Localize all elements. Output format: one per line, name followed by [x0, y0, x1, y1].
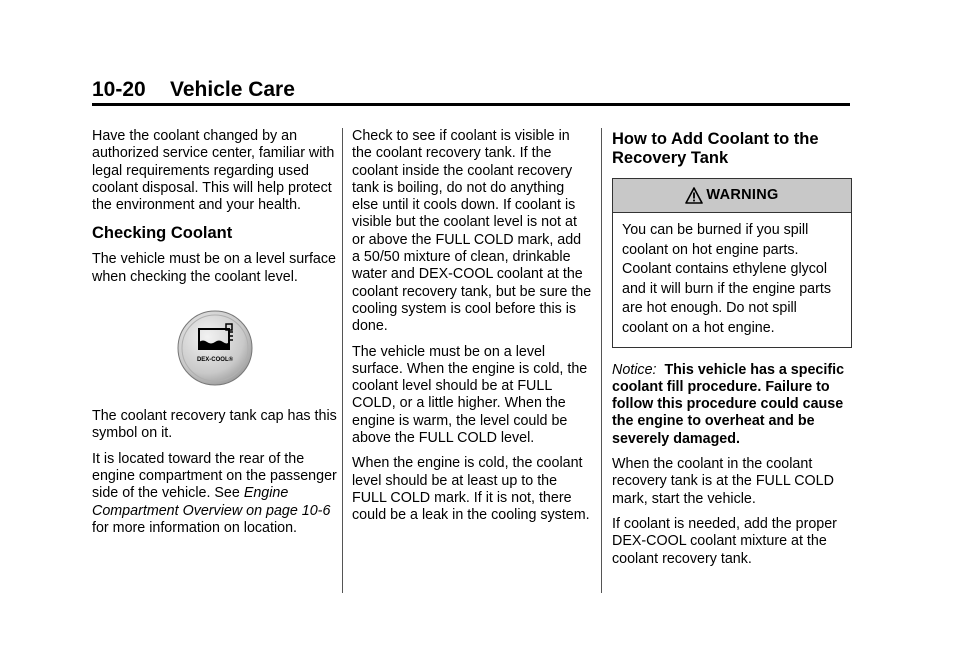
warning-box — [612, 178, 852, 348]
column-divider — [342, 128, 343, 593]
coolant-symbol-icon — [176, 309, 254, 387]
warning-header — [613, 179, 851, 213]
column-divider — [601, 128, 602, 593]
section-title: Vehicle Care — [170, 78, 295, 101]
notice-label: Notice: — [612, 361, 657, 378]
paragraph: Check to see if coolant is visible in the coolant recovery tank. If the coolant inside the coolant recovery tank is boiling, do not do anything else until it cools down. If coolant is visible but the coolant level is not at or above the FULL COLD mark, add a 50/50 mixture of clean, drinkable water and DEX-COOL coolant at the coolant recovery tank, but be sure the cooling system is cool before this is done. — [352, 128, 592, 335]
cross-reference-link[interactable]: Engine Compartment Overview on page 10-6 — [92, 485, 331, 519]
paragraph: The vehicle must be on a level surface when checking the coolant level. — [92, 251, 336, 285]
paragraph — [92, 451, 337, 537]
coolant-symbol-label: DEX-COOL® — [196, 357, 233, 364]
warning-text: You can be burned if you spill coolant on hot engine parts. Coolant contains ethylene glycol and it will burn if the engine parts are hot enough. Do not spill coolant on a hot engine. — [622, 222, 832, 336]
coolant-symbol-figure — [92, 294, 337, 402]
notice-text: This vehicle has a specific coolant fill procedure. Failure to follow this procedure could cause the engine to overheat and be severely damaged. — [612, 361, 845, 447]
paragraph: The vehicle must be on a level surface. When the engine is cold, the coolant level should be at FULL COLD, or a little higher. When the engine is warm, the level could be above the FULL COLD level. — [352, 343, 588, 447]
paragraph: If coolant is needed, add the proper DEX-COOL coolant mixture at the coolant recovery tank. — [612, 515, 837, 567]
text-span: for more information on location. — [92, 519, 298, 536]
heading-add-coolant: How to Add Coolant to the Recovery Tank — [612, 130, 819, 167]
paragraph: The coolant recovery tank cap has this symbol on it. — [92, 408, 337, 442]
paragraph: When the coolant in the coolant recovery tank is at the FULL COLD mark, start the vehicle. — [612, 456, 834, 507]
warning-triangle-icon — [685, 187, 703, 204]
page-number: 10-20 — [92, 78, 146, 101]
column-middle — [352, 128, 592, 533]
text-span: It is located toward the rear of the engine compartment on the passenger side of the vehicle. See — [92, 450, 337, 502]
header-rule — [92, 103, 850, 106]
column-left — [92, 128, 337, 545]
warning-title: WARNING — [706, 186, 779, 203]
notice — [612, 362, 852, 448]
heading-checking-coolant: Checking Coolant — [92, 224, 233, 243]
paragraph: When the engine is cold, the coolant level should be at least up to the FULL COLD mark. If it is not, there could be a leak in the cooling system. — [352, 455, 590, 524]
paragraph: Have the coolant changed by an authorized service center, familiar with legal requirements regarding used coolant disposal. This will help protect the environment and your health. — [92, 128, 335, 214]
column-right — [612, 128, 852, 576]
